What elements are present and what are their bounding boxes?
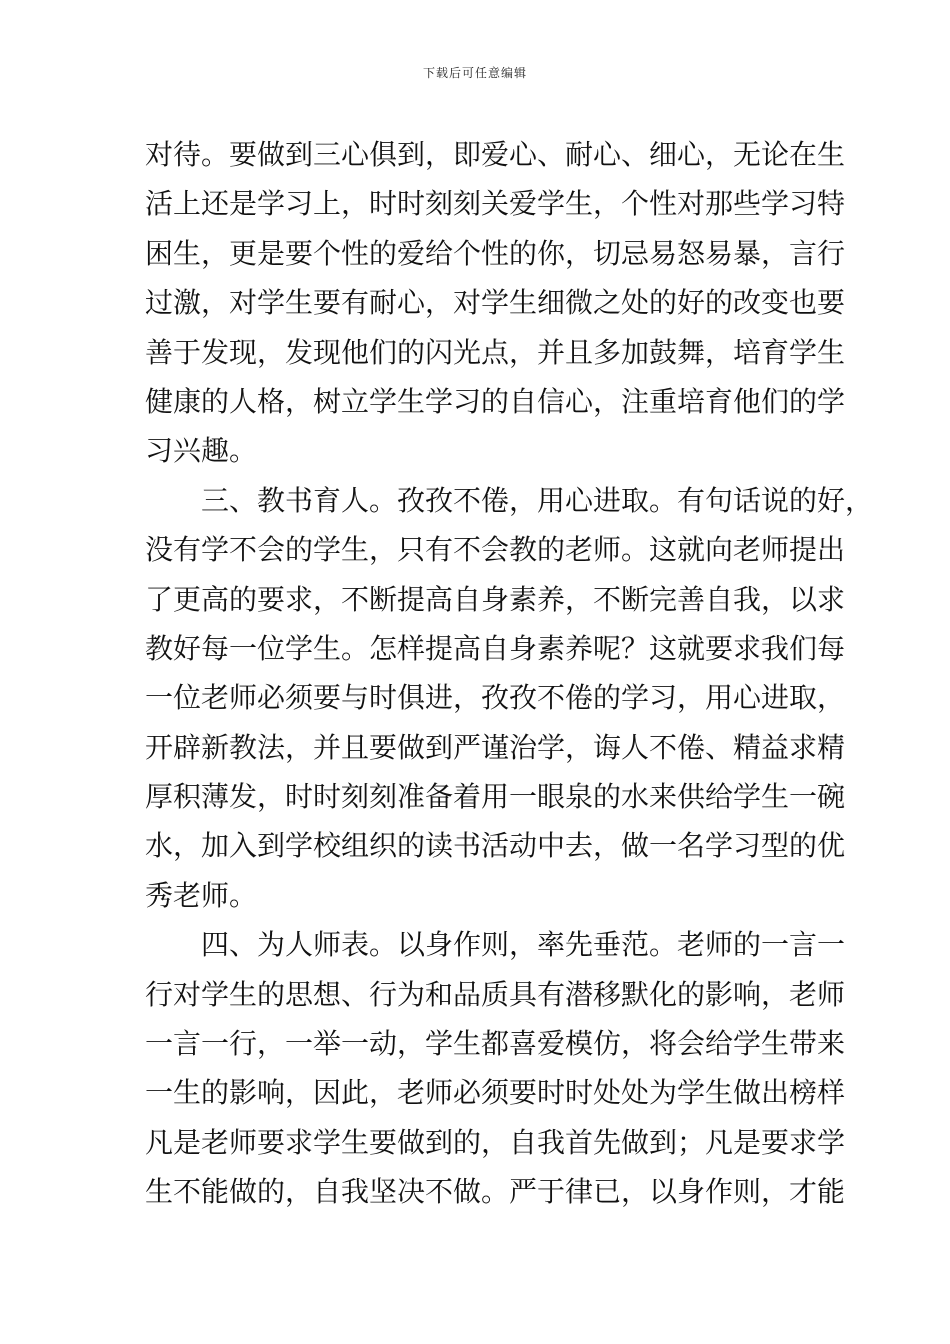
paragraph-heading-line: 三、教书育人。孜孜不倦，用心进取。有句话说的好，	[201, 483, 874, 517]
text-line: 健康的人格，树立学生学习的自信心，注重培育他们的学	[145, 384, 846, 418]
text-line: 一位老师必须要与时俱进，孜孜不倦的学习，用心进取，	[145, 681, 846, 715]
text-line: 生不能做的，自我坚决不做。严于律已，以身作则，才能	[145, 1175, 846, 1209]
text-line: 凡是老师要求学生要做到的，自我首先做到；凡是要求学	[145, 1125, 846, 1159]
text-line: 过激，对学生要有耐心，对学生细微之处的好的改变也要	[145, 286, 846, 320]
text-line: 秀老师。	[145, 878, 258, 912]
text-line: 对待。要做到三心俱到，即爱心、耐心、细心，无论在生	[145, 138, 846, 171]
text-line: 困生，更是要个性的爱给个性的你，切忌易怒易暴，言行	[145, 236, 846, 270]
text-line: 活上还是学习上，时时刻刻关爱学生，个性对那些学习特	[145, 187, 846, 221]
text-line: 了更高的要求，不断提高自身素养，不断完善自我，以求	[145, 582, 846, 616]
page-header-note: 下载后可任意编辑	[422, 66, 527, 80]
text-line: 一言一行，一举一动，学生都喜爱模仿，将会给学生带来	[145, 1027, 846, 1061]
document-body	[145, 130, 874, 1217]
text-line: 厚积薄发，时时刻刻准备着用一眼泉的水来供给学生一碗	[145, 780, 846, 814]
text-line: 善于发现，发现他们的闪光点，并且多加鼓舞，培育学生	[145, 335, 846, 369]
text-line: 习兴趣。	[145, 434, 258, 468]
text-line: 水，加入到学校组织的读书活动中去，做一名学习型的优	[145, 829, 846, 863]
paragraph-heading-line: 四、为人师表。以身作则，率先垂范。老师的一言一	[201, 928, 846, 962]
text-line: 开辟新教法，并且要做到严谨治学，诲人不倦、精益求精	[145, 730, 846, 764]
text-line: 没有学不会的学生，只有不会教的老师。这就向老师提出	[145, 533, 846, 567]
text-line: 教好每一位学生。怎样提高自身素养呢？这就要求我们每	[145, 631, 846, 665]
text-line: 一生的影响，因此，老师必须要时时处处为学生做出榜样	[145, 1076, 846, 1110]
text-line: 行对学生的思想、行为和品质具有潜移默化的影响，老师	[145, 977, 846, 1011]
